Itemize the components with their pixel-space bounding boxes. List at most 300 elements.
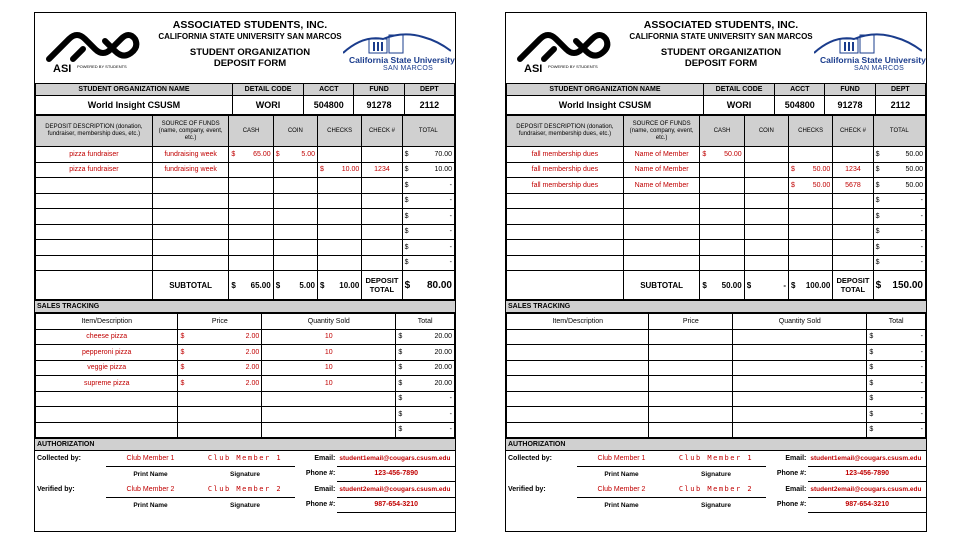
sales-total-value: - <box>920 426 923 434</box>
deposit-total <box>402 271 454 300</box>
sales-price-cell[interactable] <box>178 422 262 438</box>
row-total-value: - <box>449 228 452 236</box>
sales-total-cell <box>867 407 926 423</box>
source-of-funds-cell[interactable] <box>623 193 700 209</box>
deposit-description-cell[interactable] <box>507 193 624 209</box>
cash-cell[interactable] <box>229 240 273 256</box>
deposit-row <box>36 224 455 240</box>
collector-email-field[interactable]: student1email@cougars.csusm.edu <box>808 451 926 466</box>
row-total-cell <box>873 178 925 194</box>
sales-item-cell[interactable] <box>507 407 649 423</box>
sales-total-header: Total <box>396 314 455 330</box>
source-of-funds-cell[interactable] <box>152 240 229 256</box>
sales-quantity-cell[interactable] <box>262 407 396 423</box>
coin-header: COIN <box>744 116 788 147</box>
deposit-description-header: DEPOSIT DESCRIPTION (donation, fundraiser, membership dues, etc.) <box>507 116 624 147</box>
sales-price-cell[interactable] <box>649 422 733 438</box>
coin-cell[interactable] <box>744 255 788 271</box>
subtotal-cash <box>700 271 744 300</box>
dollar-sign: $ <box>398 348 403 356</box>
csu-line-1: California State University <box>349 55 455 65</box>
sales-tracking-section: SALES TRACKING <box>35 300 455 313</box>
csu-line-1: California State University <box>820 55 926 65</box>
source-of-funds-cell[interactable]: fundraising week <box>152 162 229 178</box>
coin-cell[interactable] <box>744 147 788 163</box>
deposit-description-cell[interactable]: fall membership dues <box>507 178 624 194</box>
subtotal-coin <box>744 271 788 300</box>
checks-cell[interactable] <box>318 193 362 209</box>
checks-cell[interactable] <box>789 178 833 194</box>
sales-price-cell-value: 2.00 <box>245 348 260 356</box>
dollar-sign: $ <box>404 243 409 251</box>
collector-name-field[interactable]: Club Member 1 <box>106 451 194 466</box>
sales-total-value: - <box>920 333 923 341</box>
collected-by-label: Collected by: <box>37 455 81 462</box>
authorization-section: AUTHORIZATION <box>35 438 455 451</box>
collector-phone-field[interactable]: 123-456-7890 <box>808 466 926 482</box>
sales-row <box>507 422 926 438</box>
deposit-description-cell[interactable] <box>507 240 624 256</box>
checks-cell[interactable] <box>789 255 833 271</box>
dollar-sign: $ <box>875 243 880 251</box>
collector-email-label: Email: <box>314 455 336 462</box>
coin-cell[interactable] <box>744 240 788 256</box>
deposit-row <box>36 178 455 194</box>
sales-price-cell[interactable] <box>649 360 733 376</box>
deposit-description-cell[interactable] <box>36 178 153 194</box>
cash-cell[interactable] <box>700 209 744 225</box>
form-header <box>35 13 455 83</box>
row-total-value: 70.00 <box>434 150 452 158</box>
row-total-cell <box>873 193 925 209</box>
deposit-table <box>506 115 926 300</box>
check-number-cell[interactable] <box>362 255 402 271</box>
verifier-phone-field[interactable]: 987-654-3210 <box>337 497 455 513</box>
print-name-label: Print Name <box>133 501 168 509</box>
deposit-row <box>36 193 455 209</box>
check-number-cell[interactable] <box>833 193 873 209</box>
checks-header: CHECKS <box>789 116 833 147</box>
sales-price-cell[interactable] <box>178 376 262 392</box>
detail-code-header: DETAIL CODE <box>703 84 774 96</box>
deposit-description-cell[interactable]: fall membership dues <box>507 162 624 178</box>
check-number-cell[interactable] <box>362 193 402 209</box>
sales-item-cell[interactable]: veggie pizza <box>36 360 178 376</box>
sales-item-cell[interactable]: cheese pizza <box>36 329 178 345</box>
sales-quantity-cell[interactable] <box>733 407 867 423</box>
source-of-funds-cell[interactable]: Name of Member <box>623 162 700 178</box>
cash-cell[interactable] <box>229 193 273 209</box>
cash-cell[interactable] <box>700 178 744 194</box>
sales-item-cell[interactable] <box>507 345 649 361</box>
dollar-sign: $ <box>398 333 403 341</box>
checks-cell[interactable] <box>789 193 833 209</box>
coin-cell[interactable] <box>273 224 317 240</box>
sales-quantity-cell[interactable]: 10 <box>262 345 396 361</box>
cash-cell[interactable] <box>229 224 273 240</box>
sales-row <box>507 345 926 361</box>
source-of-funds-cell[interactable] <box>623 224 700 240</box>
sales-item-cell[interactable] <box>36 422 178 438</box>
sales-row <box>507 407 926 423</box>
check-number-cell[interactable] <box>362 224 402 240</box>
checks-cell[interactable] <box>318 178 362 194</box>
sales-row <box>507 376 926 392</box>
authorization-section: AUTHORIZATION <box>506 438 926 451</box>
dollar-sign: $ <box>746 280 752 290</box>
deposit-description-cell[interactable] <box>36 193 153 209</box>
item-description-header: Item/Description <box>36 314 178 330</box>
check-number-cell[interactable] <box>362 240 402 256</box>
verifier-phone-field[interactable]: 987-654-3210 <box>808 497 926 513</box>
source-of-funds-cell[interactable] <box>152 224 229 240</box>
dollar-sign: $ <box>791 280 796 290</box>
checks-cell[interactable] <box>789 209 833 225</box>
dollar-sign: $ <box>702 150 707 158</box>
check-number-cell[interactable] <box>833 209 873 225</box>
fund-field[interactable]: 91278 <box>354 96 404 115</box>
check-number-cell[interactable] <box>362 178 402 194</box>
sales-quantity-cell[interactable] <box>733 329 867 345</box>
check-number-cell[interactable] <box>833 224 873 240</box>
dollar-sign: $ <box>404 279 411 291</box>
authorization-table <box>35 451 455 513</box>
cash-cell[interactable] <box>700 224 744 240</box>
dollar-sign: $ <box>320 280 325 290</box>
sales-item-cell[interactable]: pepperoni pizza <box>36 345 178 361</box>
deposit-description-cell[interactable] <box>507 255 624 271</box>
sales-table <box>35 313 455 438</box>
detail-code-field[interactable]: WORI <box>232 96 303 115</box>
cash-cell[interactable] <box>700 147 744 163</box>
sales-quantity-cell[interactable] <box>733 360 867 376</box>
row-total-value: - <box>449 197 452 205</box>
sales-item-cell[interactable] <box>507 360 649 376</box>
check-number-cell[interactable]: 1234 <box>362 162 402 178</box>
checks-cell[interactable] <box>318 224 362 240</box>
sales-quantity-cell[interactable] <box>733 391 867 407</box>
verified-by-label: Verified by: <box>508 485 546 493</box>
check-number-cell[interactable] <box>833 240 873 256</box>
check-number-cell[interactable] <box>362 209 402 225</box>
verified-by-label: Verified by: <box>37 485 75 493</box>
checks-cell[interactable] <box>789 240 833 256</box>
detail-code-header: DETAIL CODE <box>232 84 303 96</box>
sales-item-cell[interactable] <box>507 329 649 345</box>
source-of-funds-header: SOURCE OF FUNDS (name, company, event, etc.) <box>152 116 229 147</box>
fund-header: FUND <box>354 84 404 96</box>
detail-code-field[interactable]: WORI <box>703 96 774 115</box>
checks-cell[interactable] <box>318 240 362 256</box>
row-total-cell <box>873 224 925 240</box>
sales-quantity-cell[interactable] <box>262 422 396 438</box>
sales-price-cell[interactable] <box>178 329 262 345</box>
collector-email-field[interactable]: student1email@cougars.csusm.edu <box>337 451 455 466</box>
fund-field[interactable]: 91278 <box>825 96 875 115</box>
sales-price-cell[interactable] <box>649 329 733 345</box>
row-total-cell <box>402 178 454 194</box>
acct-header: ACCT <box>304 84 354 96</box>
sales-total-value: - <box>920 410 923 418</box>
dollar-sign: $ <box>875 197 880 205</box>
coin-cell[interactable] <box>744 224 788 240</box>
sales-item-cell[interactable] <box>507 422 649 438</box>
coin-cell[interactable] <box>273 240 317 256</box>
dollar-sign: $ <box>869 348 874 356</box>
deposit-description-cell[interactable] <box>36 255 153 271</box>
cash-cell[interactable] <box>229 162 273 178</box>
subtotal-label: SUBTOTAL <box>152 271 229 300</box>
sales-total-value: - <box>920 348 923 356</box>
dollar-sign: $ <box>275 150 280 158</box>
cash-cell[interactable] <box>700 162 744 178</box>
cash-cell[interactable] <box>229 255 273 271</box>
sales-quantity-cell[interactable]: 10 <box>262 376 396 392</box>
sales-rows <box>507 329 926 438</box>
cash-header: CASH <box>229 116 273 147</box>
collector-phone-field[interactable]: 123-456-7890 <box>337 466 455 482</box>
dollar-sign: $ <box>791 181 795 189</box>
source-of-funds-cell[interactable]: fundraising week <box>152 147 229 163</box>
sales-item-cell[interactable] <box>36 407 178 423</box>
sales-row <box>36 407 455 423</box>
coin-cell[interactable] <box>744 209 788 225</box>
check-number-cell[interactable]: 5678 <box>833 178 873 194</box>
verifier-name-field[interactable]: Club Member 2 <box>577 482 665 498</box>
print-name-label: Print Name <box>604 470 639 478</box>
deposit-description-cell[interactable] <box>36 224 153 240</box>
checks-cell[interactable] <box>318 162 362 178</box>
row-total-value: - <box>920 228 923 236</box>
deposit-row <box>507 209 926 225</box>
deposit-row <box>507 255 926 271</box>
dollar-sign: $ <box>875 212 880 220</box>
row-total-cell <box>873 162 925 178</box>
deposit-total-label: DEPOSIT TOTAL <box>833 271 873 300</box>
dollar-sign: $ <box>404 259 409 267</box>
subtotal-coin-value: 5.00 <box>299 280 315 290</box>
subtotal-coin <box>273 271 317 300</box>
dollar-sign: $ <box>180 379 185 387</box>
dollar-sign: $ <box>869 364 874 372</box>
sales-total-cell <box>867 376 926 392</box>
row-total-cell <box>873 209 925 225</box>
asi-label: ASI <box>53 63 72 75</box>
cash-cell[interactable] <box>229 147 273 163</box>
sales-total-value: - <box>449 395 452 403</box>
coin-cell[interactable] <box>744 193 788 209</box>
check-number-cell[interactable]: 1234 <box>833 162 873 178</box>
source-of-funds-cell[interactable]: Name of Member <box>623 147 700 163</box>
deposit-description-cell[interactable] <box>507 224 624 240</box>
source-of-funds-header: SOURCE OF FUNDS (name, company, event, etc.) <box>623 116 700 147</box>
verifier-signature-field[interactable]: Club Member 2 <box>666 482 767 498</box>
check-number-cell[interactable] <box>833 255 873 271</box>
deposit-row <box>507 178 926 194</box>
asi-label: ASI <box>524 63 543 75</box>
acct-field[interactable]: 504800 <box>304 96 354 115</box>
form-title-1: STUDENT ORGANIZATION <box>189 47 311 58</box>
verifier-phone-label: Phone #: <box>305 501 336 509</box>
collector-signature-field[interactable]: Club Member 1 <box>195 451 296 466</box>
sales-quantity-cell[interactable] <box>733 422 867 438</box>
deposit-description-cell[interactable] <box>507 209 624 225</box>
coin-cell[interactable] <box>744 178 788 194</box>
acct-header: ACCT <box>775 84 825 96</box>
sales-quantity-cell[interactable] <box>733 345 867 361</box>
source-of-funds-cell[interactable] <box>623 255 700 271</box>
deposit-description-cell[interactable] <box>36 209 153 225</box>
sales-price-cell[interactable] <box>178 360 262 376</box>
cash-header: CASH <box>700 116 744 147</box>
verifier-email-field[interactable]: student2email@cougars.csusm.edu <box>808 482 926 498</box>
dollar-sign: $ <box>180 364 185 372</box>
source-of-funds-cell[interactable] <box>152 209 229 225</box>
subtotal-checks <box>789 271 833 300</box>
sales-price-cell[interactable] <box>178 345 262 361</box>
verifier-name-field[interactable]: Club Member 2 <box>106 482 194 498</box>
row-total-value: - <box>449 212 452 220</box>
coin-cell[interactable] <box>273 162 317 178</box>
dollar-sign: $ <box>875 181 880 189</box>
deposit-description-cell[interactable]: pizza fundraiser <box>36 162 153 178</box>
signature-label: Signature <box>229 470 260 478</box>
sales-quantity-cell[interactable]: 10 <box>262 360 396 376</box>
check-number-cell[interactable] <box>833 147 873 163</box>
collector-phone-label: Phone #: <box>305 470 336 478</box>
row-total-cell <box>402 224 454 240</box>
checks-cell[interactable] <box>789 162 833 178</box>
sales-total-value: - <box>449 410 452 418</box>
asi-tagline: POWERED BY STUDENTS <box>77 64 127 69</box>
row-total-value: 50.00 <box>905 150 923 158</box>
check-number-cell[interactable] <box>362 147 402 163</box>
cash-cell[interactable] <box>700 255 744 271</box>
asi-tagline: POWERED BY STUDENTS <box>548 64 598 69</box>
source-of-funds-cell[interactable] <box>152 178 229 194</box>
sales-quantity-cell[interactable] <box>262 391 396 407</box>
checks-cell[interactable] <box>318 255 362 271</box>
dept-field[interactable]: 2112 <box>404 96 454 115</box>
deposit-row <box>36 162 455 178</box>
source-of-funds-cell[interactable] <box>623 209 700 225</box>
coin-cell[interactable] <box>273 178 317 194</box>
acct-field[interactable]: 504800 <box>775 96 825 115</box>
sales-total-value: 20.00 <box>434 379 452 387</box>
authorization-table <box>506 451 926 513</box>
verifier-signature-field[interactable]: Club Member 2 <box>195 482 296 498</box>
checks-cell[interactable] <box>789 224 833 240</box>
verifier-email-field[interactable]: student2email@cougars.csusm.edu <box>337 482 455 498</box>
collector-phone-label: Phone #: <box>776 470 807 478</box>
dollar-sign: $ <box>875 259 880 267</box>
deposit-total-value: 80.00 <box>426 279 452 291</box>
dept-field[interactable]: 2112 <box>875 96 925 115</box>
collector-name-field[interactable]: Club Member 1 <box>577 451 665 466</box>
deposit-description-cell[interactable] <box>36 240 153 256</box>
dollar-sign: $ <box>404 212 409 220</box>
subtotal-cash-value: 65.00 <box>250 280 271 290</box>
asi-logo <box>514 19 614 81</box>
checks-cell[interactable] <box>318 147 362 163</box>
coin-cell[interactable] <box>744 162 788 178</box>
sales-price-cell[interactable] <box>649 376 733 392</box>
dollar-sign: $ <box>791 166 795 174</box>
sales-item-cell[interactable] <box>507 391 649 407</box>
checks-cell[interactable] <box>789 147 833 163</box>
sales-total-cell <box>867 360 926 376</box>
dollar-sign: $ <box>398 395 403 403</box>
check-number-header: CHECK # <box>362 116 402 147</box>
sales-total-value: 20.00 <box>434 364 452 372</box>
sales-price-cell[interactable] <box>649 345 733 361</box>
sales-quantity-cell[interactable] <box>733 376 867 392</box>
deposit-total <box>873 271 925 300</box>
sales-price-cell[interactable] <box>649 407 733 423</box>
deposit-description-cell[interactable]: fall membership dues <box>507 147 624 163</box>
sales-quantity-cell[interactable]: 10 <box>262 329 396 345</box>
cash-cell[interactable] <box>700 193 744 209</box>
signature-label: Signature <box>700 501 731 509</box>
sales-item-cell[interactable] <box>36 391 178 407</box>
sales-price-cell[interactable] <box>649 391 733 407</box>
org-name-field[interactable]: World Insight CSUSM <box>36 96 233 115</box>
dollar-sign: $ <box>869 333 874 341</box>
sales-rows <box>36 329 455 438</box>
sales-total-cell <box>396 360 455 376</box>
dollar-sign: $ <box>875 279 882 291</box>
checks-cell[interactable] <box>318 209 362 225</box>
row-total-value: 10.00 <box>434 166 452 174</box>
org-name-header: STUDENT ORGANIZATION NAME <box>36 84 233 96</box>
subtotal-row <box>36 271 455 300</box>
row-total-value: - <box>920 243 923 251</box>
cash-cell[interactable] <box>229 209 273 225</box>
deposit-row <box>507 240 926 256</box>
coin-cell[interactable] <box>273 255 317 271</box>
cash-cell[interactable] <box>229 178 273 194</box>
cash-cell[interactable] <box>700 240 744 256</box>
dollar-sign: $ <box>869 395 874 403</box>
coin-cell[interactable] <box>273 193 317 209</box>
form-header <box>506 13 926 83</box>
dollar-sign: $ <box>404 197 409 205</box>
coin-cell[interactable] <box>273 209 317 225</box>
org-name-field[interactable]: World Insight CSUSM <box>507 96 704 115</box>
source-of-funds-cell[interactable] <box>152 255 229 271</box>
sales-item-cell[interactable]: supreme pizza <box>36 376 178 392</box>
coin-cell[interactable] <box>273 147 317 163</box>
sales-price-cell-value: 2.00 <box>245 333 260 341</box>
sales-price-cell[interactable] <box>178 407 262 423</box>
row-total-value: - <box>449 259 452 267</box>
source-of-funds-cell[interactable] <box>152 193 229 209</box>
source-of-funds-cell[interactable] <box>623 240 700 256</box>
sales-price-cell[interactable] <box>178 391 262 407</box>
csu-logo <box>814 25 926 75</box>
sales-price-cell-value: 2.00 <box>245 364 260 372</box>
dollar-sign: $ <box>180 333 185 341</box>
collector-signature-field[interactable]: Club Member 1 <box>666 451 767 466</box>
dollar-sign: $ <box>398 379 403 387</box>
row-total-cell <box>402 255 454 271</box>
sales-item-cell[interactable] <box>507 376 649 392</box>
sales-total-cell <box>867 422 926 438</box>
deposit-description-cell[interactable]: pizza fundraiser <box>36 147 153 163</box>
source-of-funds-cell[interactable]: Name of Member <box>623 178 700 194</box>
row-total-cell <box>402 162 454 178</box>
deposit-row <box>507 224 926 240</box>
